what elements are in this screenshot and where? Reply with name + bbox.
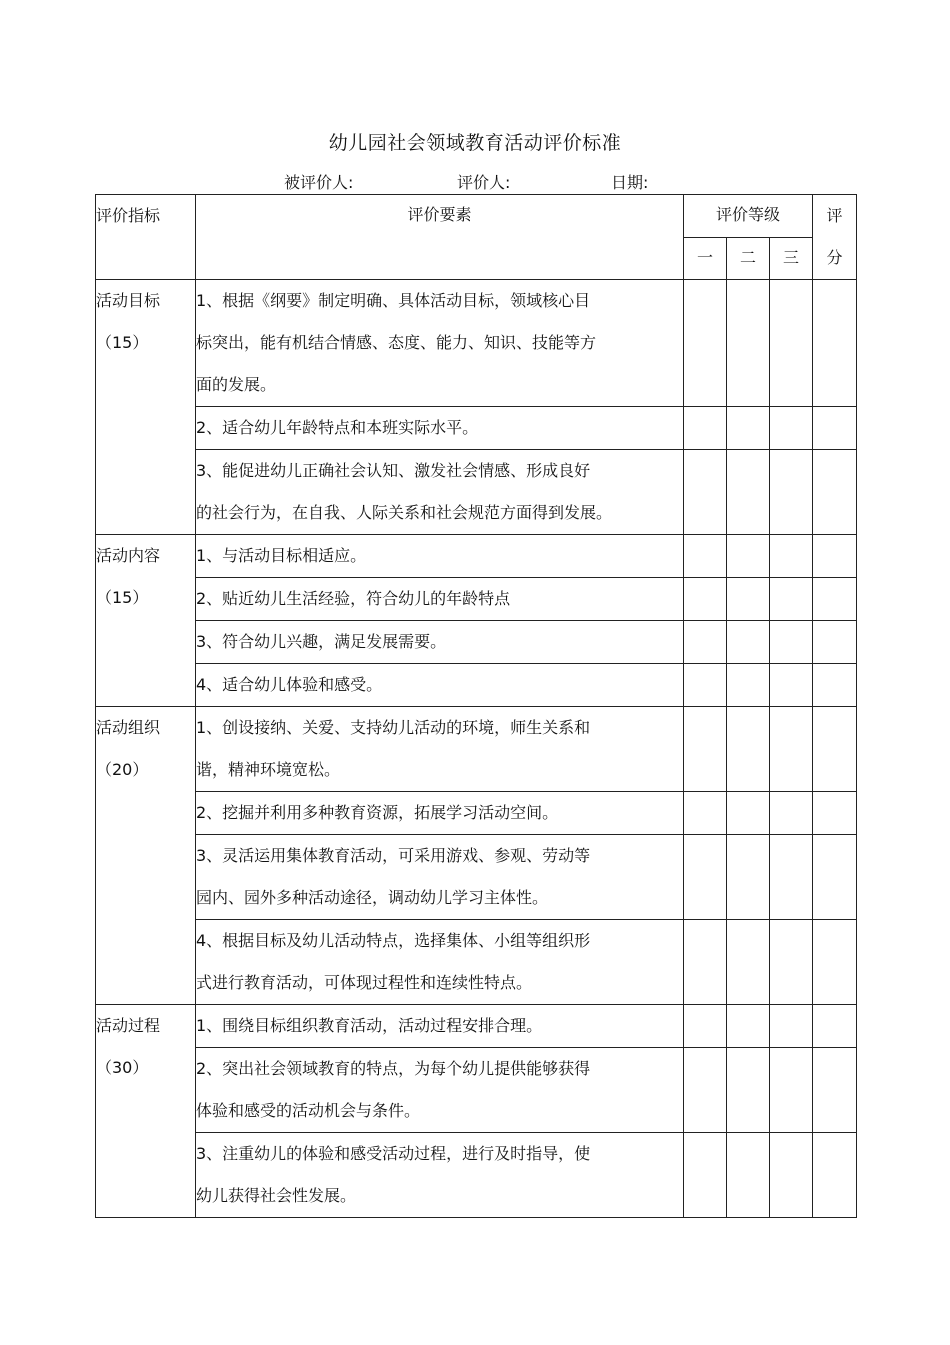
table-row	[96, 792, 857, 835]
grade-cell-3[interactable]	[770, 1048, 813, 1133]
evaluator-label: 评价人:	[457, 173, 511, 192]
grade-cell-1[interactable]	[684, 280, 727, 407]
table-row	[96, 707, 857, 792]
grade-cell-2[interactable]	[727, 535, 770, 578]
score-cell[interactable]	[813, 535, 857, 578]
indicator-cell	[96, 707, 196, 1005]
table-row	[96, 664, 857, 707]
grade-level-3: 三	[770, 237, 813, 280]
element-line: 1、与活动目标相适应。	[196, 546, 367, 565]
grade-cell-1[interactable]	[684, 1048, 727, 1133]
grade-cell-3[interactable]	[770, 920, 813, 1005]
grade-cell-3[interactable]	[770, 407, 813, 450]
element-cell	[196, 535, 684, 578]
element-cell	[196, 1048, 684, 1133]
indicator-cell	[96, 280, 196, 535]
grade-cell-2[interactable]	[727, 407, 770, 450]
table-row	[96, 621, 857, 664]
grade-cell-2[interactable]	[727, 1048, 770, 1133]
element-line: 式进行教育活动，可体现过程性和连续性特点。	[196, 973, 533, 992]
element-line: 2、适合幼儿年龄特点和本班实际水平。	[196, 418, 479, 437]
element-cell	[196, 621, 684, 664]
indicator-weight: （20）	[96, 760, 149, 779]
element-cell	[196, 407, 684, 450]
grade-cell-1[interactable]	[684, 835, 727, 920]
table-row	[96, 835, 857, 920]
indicator-name: 活动组织	[96, 718, 161, 737]
grade-cell-3[interactable]	[770, 664, 813, 707]
grade-cell-3[interactable]	[770, 621, 813, 664]
indicator-name: 活动过程	[96, 1016, 161, 1035]
score-cell[interactable]	[813, 1133, 857, 1218]
element-line: 3、灵活运用集体教育活动，可采用游戏、参观、劳动等	[196, 846, 591, 865]
element-line: 3、符合幼儿兴趣，满足发展需要。	[196, 632, 447, 651]
table-row	[96, 535, 857, 578]
table-row	[96, 578, 857, 621]
grade-cell-3[interactable]	[770, 450, 813, 535]
grade-cell-3[interactable]	[770, 535, 813, 578]
score-cell[interactable]	[813, 835, 857, 920]
header-score: 评 分	[813, 195, 857, 280]
indicator-cell	[96, 1005, 196, 1218]
element-line: 1、创设接纳、关爱、支持幼儿活动的环境，师生关系和	[196, 718, 591, 737]
element-cell	[196, 792, 684, 835]
grade-cell-2[interactable]	[727, 621, 770, 664]
table-row	[96, 280, 857, 407]
element-line: 1、围绕目标组织教育活动，活动过程安排合理。	[196, 1016, 543, 1035]
score-cell[interactable]	[813, 920, 857, 1005]
table-row	[96, 450, 857, 535]
header-elements: 评价要素	[196, 195, 684, 280]
element-line: 2、突出社会领域教育的特点，为每个幼儿提供能够获得	[196, 1059, 591, 1078]
indicator-weight: （15）	[96, 588, 149, 607]
element-cell	[196, 578, 684, 621]
evaluation-table	[95, 194, 857, 1218]
element-cell	[196, 664, 684, 707]
table-row	[96, 1133, 857, 1218]
grade-cell-1[interactable]	[684, 920, 727, 1005]
grade-cell-3[interactable]	[770, 1133, 813, 1218]
table-row	[96, 1048, 857, 1133]
score-cell[interactable]	[813, 450, 857, 535]
grade-cell-2[interactable]	[727, 920, 770, 1005]
grade-cell-3[interactable]	[770, 280, 813, 407]
grade-cell-1[interactable]	[684, 664, 727, 707]
score-cell[interactable]	[813, 792, 857, 835]
element-cell	[196, 450, 684, 535]
element-cell	[196, 835, 684, 920]
element-line: 2、挖掘并利用多种教育资源，拓展学习活动空间。	[196, 803, 559, 822]
score-cell[interactable]	[813, 1005, 857, 1048]
grade-cell-1[interactable]	[684, 578, 727, 621]
element-line: 标突出，能有机结合情感、态度、能力、知识、技能等方	[196, 333, 597, 352]
score-cell[interactable]	[813, 280, 857, 407]
grade-cell-2[interactable]	[727, 835, 770, 920]
grade-level-2: 二	[727, 237, 770, 280]
score-cell[interactable]	[813, 664, 857, 707]
indicator-name: 活动内容	[96, 546, 161, 565]
indicator-cell	[96, 535, 196, 707]
indicator-name: 活动目标	[96, 291, 161, 310]
element-cell	[196, 1005, 684, 1048]
grade-level-1: 一	[684, 237, 727, 280]
grade-cell-1[interactable]	[684, 1133, 727, 1218]
element-line: 幼儿获得社会性发展。	[196, 1186, 357, 1205]
element-cell	[196, 707, 684, 792]
grade-cell-1[interactable]	[684, 407, 727, 450]
score-cell[interactable]	[813, 707, 857, 792]
grade-cell-1[interactable]	[684, 1005, 727, 1048]
element-line: 的社会行为，在自我、人际关系和社会规范方面得到发展。	[196, 503, 613, 522]
grade-cell-2[interactable]	[727, 707, 770, 792]
grade-cell-3[interactable]	[770, 835, 813, 920]
element-line: 2、贴近幼儿生活经验，符合幼儿的年龄特点	[196, 589, 511, 608]
element-line: 3、注重幼儿的体验和感受活动过程，进行及时指导，使	[196, 1144, 591, 1163]
grade-cell-1[interactable]	[684, 707, 727, 792]
element-cell	[196, 1133, 684, 1218]
table-row	[96, 920, 857, 1005]
evaluatee-label: 被评价人:	[284, 173, 354, 192]
element-line: 1、根据《纲要》制定明确、具体活动目标，领域核心目	[196, 291, 591, 310]
score-cell[interactable]	[813, 407, 857, 450]
element-line: 园内、园外多种活动途径，调动幼儿学习主体性。	[196, 888, 549, 907]
indicator-weight: （15）	[96, 333, 149, 352]
grade-cell-2[interactable]	[727, 578, 770, 621]
grade-cell-2[interactable]	[727, 792, 770, 835]
grade-cell-3[interactable]	[770, 707, 813, 792]
table-row	[96, 407, 857, 450]
grade-cell-2[interactable]	[727, 664, 770, 707]
score-cell[interactable]	[813, 578, 857, 621]
grade-cell-1[interactable]	[684, 535, 727, 578]
score-cell[interactable]	[813, 1048, 857, 1133]
grade-cell-2[interactable]	[727, 1005, 770, 1048]
element-line: 4、根据目标及幼儿活动特点，选择集体、小组等组织形	[196, 931, 591, 950]
grade-cell-3[interactable]	[770, 1005, 813, 1048]
header-grade: 评价等级	[684, 195, 813, 238]
grade-cell-2[interactable]	[727, 280, 770, 407]
date-label: 日期:	[611, 173, 649, 192]
grade-cell-2[interactable]	[727, 1133, 770, 1218]
table-row	[96, 1005, 857, 1048]
grade-cell-3[interactable]	[770, 792, 813, 835]
element-line: 面的发展。	[196, 375, 277, 394]
score-cell[interactable]	[813, 621, 857, 664]
indicator-weight: （30）	[96, 1058, 149, 1077]
element-cell	[196, 280, 684, 407]
element-cell	[196, 920, 684, 1005]
header-indicator: 评价指标	[96, 195, 196, 280]
element-line: 谐，精神环境宽松。	[196, 760, 341, 779]
grade-cell-3[interactable]	[770, 578, 813, 621]
grade-cell-1[interactable]	[684, 621, 727, 664]
grade-cell-1[interactable]	[684, 450, 727, 535]
element-line: 体验和感受的活动机会与条件。	[196, 1101, 421, 1120]
page-title: 幼儿园社会领域教育活动评价标准	[328, 132, 622, 154]
grade-cell-2[interactable]	[727, 450, 770, 535]
element-line: 3、能促进幼儿正确社会认知、激发社会情感、形成良好	[196, 461, 591, 480]
element-line: 4、适合幼儿体验和感受。	[196, 675, 383, 694]
grade-cell-1[interactable]	[684, 792, 727, 835]
